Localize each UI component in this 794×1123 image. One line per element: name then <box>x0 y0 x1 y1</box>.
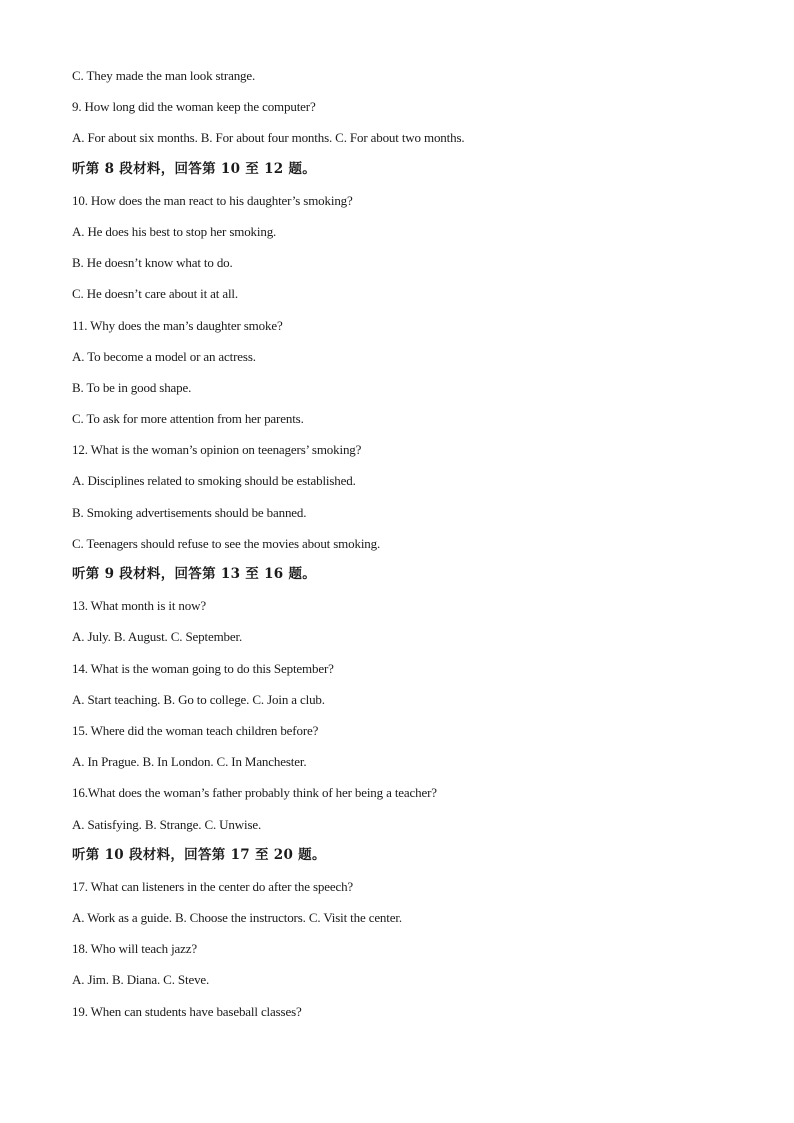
option-line: C. To ask for more attention from her parents. <box>72 411 304 427</box>
question-line: 13. What month is it now? <box>72 598 206 614</box>
section-heading: 听第 10 段材料，回答第 17 至 20 题。 <box>72 846 326 863</box>
question-line: 18. Who will teach jazz? <box>72 941 198 957</box>
question-line: 16.What does the woman’s father probably think of her being a teacher? <box>72 785 437 801</box>
option-line: A. In Prague. B. In London. C. In Manchester. <box>72 754 307 770</box>
question-line: 19. When can students have baseball classes? <box>72 1003 302 1019</box>
question-line: 17. What can listeners in the center do after the speech? <box>72 878 354 894</box>
option-line: A. For about six months. B. For about four months. C. For about two months. <box>72 130 465 146</box>
option-line: B. He doesn’t know what to do. <box>72 255 233 271</box>
question-line: 11. Why does the man’s daughter smoke? <box>72 317 283 333</box>
option-line: A. Satisfying. B. Strange. C. Unwise. <box>72 816 262 832</box>
option-line: C. He doesn’t care about it at all. <box>72 286 238 302</box>
option-line: A. To become a model or an actress. <box>72 348 256 364</box>
question-line: 14. What is the woman going to do this September? <box>72 660 334 676</box>
question-line: 12. What is the woman’s opinion on teenagers’ smoking? <box>72 442 362 458</box>
option-line: A. Start teaching. B. Go to college. C. Join a club. <box>72 691 325 707</box>
option-line: C. They made the man look strange. <box>72 68 256 83</box>
question-line: 15. Where did the woman teach children before? <box>72 722 319 738</box>
exam-page <box>72 66 752 1033</box>
question-line: 10. How does the man react to his daughter’s smoking? <box>72 192 353 208</box>
option-line: B. Smoking advertisements should be banned. <box>72 504 307 520</box>
option-line: A. Jim. B. Diana. C. Steve. <box>72 972 210 988</box>
option-line: C. Teenagers should refuse to see the movies about smoking. <box>72 535 381 551</box>
option-line: A. Disciplines related to smoking should be established. <box>72 473 356 489</box>
option-line: A. Work as a guide. B. Choose the instructors. C. Visit the center. <box>72 910 402 926</box>
section-heading: 听第 8 段材料，回答第 10 至 12 题。 <box>72 160 317 177</box>
section-heading: 听第 9 段材料，回答第 13 至 16 题。 <box>72 566 317 582</box>
option-line: A. July. B. August. C. September. <box>72 629 243 645</box>
option-line: A. He does his best to stop her smoking. <box>72 223 277 239</box>
question-line: 9. How long did the woman keep the computer? <box>72 99 316 115</box>
option-line: B. To be in good shape. <box>72 379 192 395</box>
